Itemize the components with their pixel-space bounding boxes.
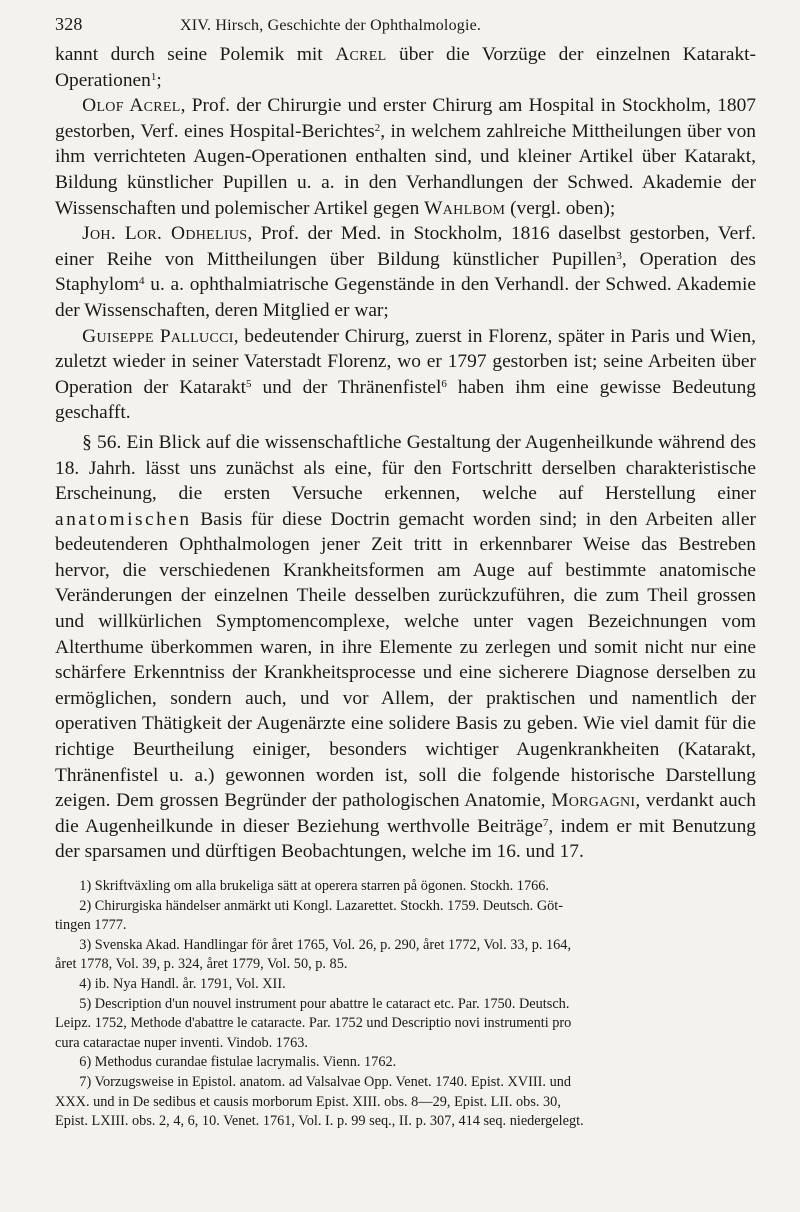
footnote-5-cont: cura cataractae nuper inventi. Vindob. 1763. (55, 1034, 308, 1051)
footnote-5-cont: Leipz. 1752, Methode d'abattre le cataracte. Par. 1752 und Descriptio novi instrumenti pro (55, 1015, 572, 1032)
footnote-6: 6) Methodus curandae fistulae lacrymalis. Vienn. 1762. (79, 1054, 397, 1071)
person-name: Wahlbom (424, 197, 506, 219)
footnote-7-cont: XXX. und in De sedibus et causis morborum Epist. XIII. obs. 8—29, Epist. LII. obs. 30, (55, 1093, 561, 1110)
footnote-5: 5) Description d'un nouvel instrument pour abattre le cataract etc. Par. 1750. Deutsch. (79, 995, 570, 1012)
main-text (55, 42, 756, 865)
paragraph-acrel: Olof Acrel, Prof. der Chirurgie und erster Chirurg am Hospital in Stockholm, 1807 gestorben, Verf. eines Hospital-Berichtes$^2$, in welchem zahlreiche Mittheilungen über von ihm verrichteten Augen-Operationen enthalten sind, und kleiner Artikel über Katarakt, Bildung künstlicher Pupillen u. a. in den Verhandlungen der Schwed. Akademie der Wissenschaften und polemischer Artikel gegen Wahlbom (vergl. oben); (55, 95, 756, 219)
footnote-ref[interactable]: 7 (542, 816, 549, 829)
footnote-7-cont: Epist. LXIII. obs. 2, 4, 6, 10. Venet. 1761, Vol. I. p. 99 seq., II. p. 307, 414 seq. niedergelegt. (55, 1113, 584, 1130)
footnote-ref[interactable]: 6 (441, 377, 447, 390)
paragraph-continuation: kannt durch seine Polemik mit Acrel über die Vorzüge der einzelnen Katarakt-Operationen$^1$; (55, 44, 756, 91)
footnote-2: 2) Chirurgiska händelser anmärkt uti Kongl. Lazarettet. Stockh. 1759. Deutsch. Göt- (79, 897, 564, 914)
footnote-ref[interactable]: 5 (246, 377, 252, 390)
section-56: § 56. Ein Blick auf die wissenschaftliche Gestaltung der Augenheilkunde während des 18. Jahrh. lässt uns zunächst als eine, für den Fortschritt derselben charakteristische Erscheinung, die ersten Versuche erkennen, welche auf Herstellung einer anatomischen Basis für diese Doctrin gemacht worden sind; in den Arbeiten aller bedeutenderen Ophthalmologen jener Zeit tritt in erkennbarer Weise das Bestreben hervor, die verschiedenen Krankheitsformen am Auge auf bestimmte anatomische Veränderungen der einzelnen Theile desselben zurückzuführen, die zum Theil grossen und willkürlichen Symptomencomplexe, welche unter vagen Bezeichnungen vom Alterthume überkommen waren, in ihre Elemente zu zerlegen und somit nicht nur eine schärfere Erkenntniss der Krankheitsprocesse und eine sicherere Diagnose derselben zu ermöglichen, sondern auch, und vor Allem, der praktischen und namentlich der operativen Thätigkeit der Augenärzte eine solidere Basis zu geben. Wie viel damit für die richtige Beurtheilung einiger, besonders wichtiger Augenkrankheiten (Katarakt, Thränenfistel u. a.) gewonnen worden ist, soll die folgende historische Darstellung zeigen. Dem grossen Begründer der pathologischen Anatomie, Morgagni, verdankt auch die Augenheilkunde in dieser Beziehung werthvolle Beiträge$^7$, indem er mit Benutzung der sparsamen und dürftigen Beobachtungen, welche im 16. und 17. (55, 431, 756, 863)
emphasis-spaced: anatomischen (55, 508, 192, 530)
footnote-ref[interactable]: 4 (139, 275, 145, 288)
running-header (55, 14, 756, 42)
person-name: Acrel (335, 44, 387, 65)
footnote-7: 7) Vorzugsweise in Epistol. anatom. ad Valsalvae Opp. Venet. 1740. Epist. XVIII. und (79, 1073, 572, 1090)
person-name: Morgagni (551, 790, 636, 812)
page-number: 328 (55, 14, 83, 34)
footnote-1: 1) Skriftväxling om alla brukeliga sätt at operera starren på ögonen. Stockh. 1766. (79, 878, 549, 894)
person-name: Guiseppe Pallucci (82, 325, 234, 347)
paragraph-odhelius: Joh. Lor. Odhelius, Prof. der Med. in Stockholm, 1816 daselbst gestorben, Verf. einer Reihe von Mittheilungen über Bildung künstlicher Pupillen$^3$, Operation des Staphylom$^4$ u. a. ophthalmiatrische Gegenstände in den Verhandl. der Schwed. Akademie der Wissenschaften, deren Mitglied er war; (55, 223, 756, 321)
footnotes (55, 877, 756, 1132)
paragraph-pallucci: Guiseppe Pallucci, bedeutender Chirurg, zuerst in Florenz, später in Paris und Wien, zuletzt wieder in seiner Vaterstadt Florenz, wo er 1797 gestorben ist; seine Arbeiten über Operation der Katarakt$^5$ und der Thränenfistel$^6$ haben ihm eine gewisse Bedeutung geschafft. (55, 325, 756, 424)
person-name: Joh. Lor. Odhelius (82, 223, 248, 245)
footnote-3: 3) Svenska Akad. Handlingar för året 1765, Vol. 26, p. 290, året 1772, Vol. 33, p. 164, (79, 936, 572, 953)
footnote-ref[interactable]: 3 (616, 249, 622, 262)
running-title: XIV. Hirsch, Geschichte der Ophthalmologie. (180, 17, 482, 34)
footnote-3-cont: året 1778, Vol. 39, p. 324, året 1779, Vol. 50, p. 85. (55, 956, 348, 973)
person-name: Olof Acrel (82, 95, 181, 117)
footnote-2-cont: tingen 1777. (55, 917, 127, 934)
footnote-ref[interactable]: 1 (150, 70, 157, 83)
footnote-4: 4) ib. Nya Handl. år. 1791, Vol. XII. (79, 975, 286, 992)
footnote-ref[interactable]: 2 (374, 121, 381, 134)
